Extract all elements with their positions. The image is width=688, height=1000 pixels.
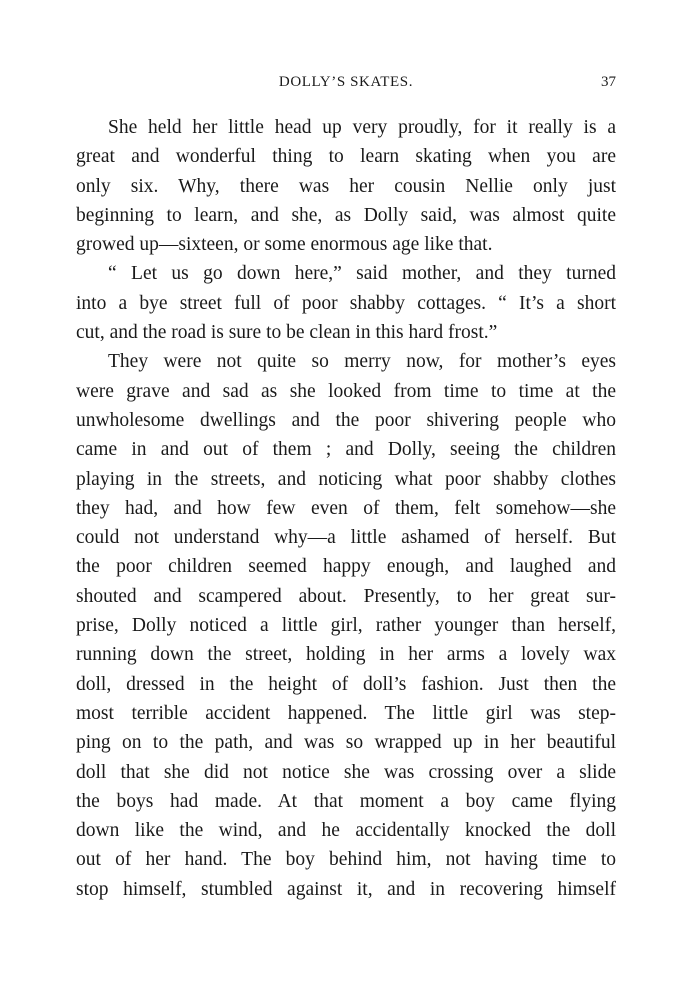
text-line: out of her hand. The boy behind him, not having time to — [76, 849, 616, 871]
page-number: 37 — [601, 74, 616, 90]
text-line: cut, and the road is sure to be clean in this hard frost.” — [76, 322, 498, 344]
text-line: doll that she did not notice she was crossing over a slide — [76, 761, 616, 783]
text-line: down like the wind, and he accidentally knocked the doll — [76, 820, 616, 842]
text-line: only six. Why, there was her cousin Nellie only just — [76, 175, 616, 197]
text-line: prise, Dolly noticed a little girl, rather younger than herself, — [76, 615, 616, 637]
text-line: could not understand why—a little ashamed of herself. But — [76, 527, 616, 549]
text-line: great and wonderful thing to learn skating when you are — [76, 146, 616, 168]
running-title: DOLLY’S SKATES. — [278, 74, 414, 90]
text-line: the boys had made. At that moment a boy came flying — [76, 790, 616, 812]
text-line: into a bye street full of poor shabby cottages. “ It’s a short — [76, 292, 616, 314]
running-head — [76, 74, 616, 98]
text-line: most terrible accident happened. The little girl was step- — [76, 702, 616, 724]
text-line: playing in the streets, and noticing what poor shabby clothes — [76, 468, 616, 490]
paragraph-2 — [76, 259, 616, 347]
text-line: shouted and scampered about. Presently, to her great sur- — [76, 585, 616, 607]
text-line: ping on to the path, and was so wrapped up in her beautiful — [76, 732, 616, 754]
text-line: unwholesome dwellings and the poor shivering people who — [76, 409, 616, 431]
text-line: She held her little head up very proudly, for it really is a — [108, 117, 616, 138]
paragraph-3 — [76, 347, 616, 904]
text-line: doll, dressed in the height of doll’s fashion. Just then the — [76, 673, 616, 695]
text-line: came in and out of them ; and Dolly, seeing the children — [76, 439, 616, 461]
text-line: growed up—sixteen, or some enormous age like that. — [76, 234, 493, 256]
text-line: beginning to learn, and she, as Dolly said, was almost quite — [76, 204, 616, 226]
text-line: They were not quite so merry now, for mother’s eyes — [108, 351, 616, 373]
text-line: stop himself, stumbled against it, and in recovering himself — [76, 878, 616, 900]
paragraph-1 — [76, 113, 616, 259]
text-line: running down the street, holding in her arms a lovely wax — [76, 644, 616, 666]
text-line: the poor children seemed happy enough, and laughed and — [76, 556, 616, 578]
text-line: they had, and how few even of them, felt somehow—she — [76, 497, 616, 519]
text-line: were grave and sad as she looked from time to time at the — [76, 380, 616, 402]
body-text — [76, 113, 616, 904]
text-line: “ Let us go down here,” said mother, and they turned — [108, 263, 616, 285]
